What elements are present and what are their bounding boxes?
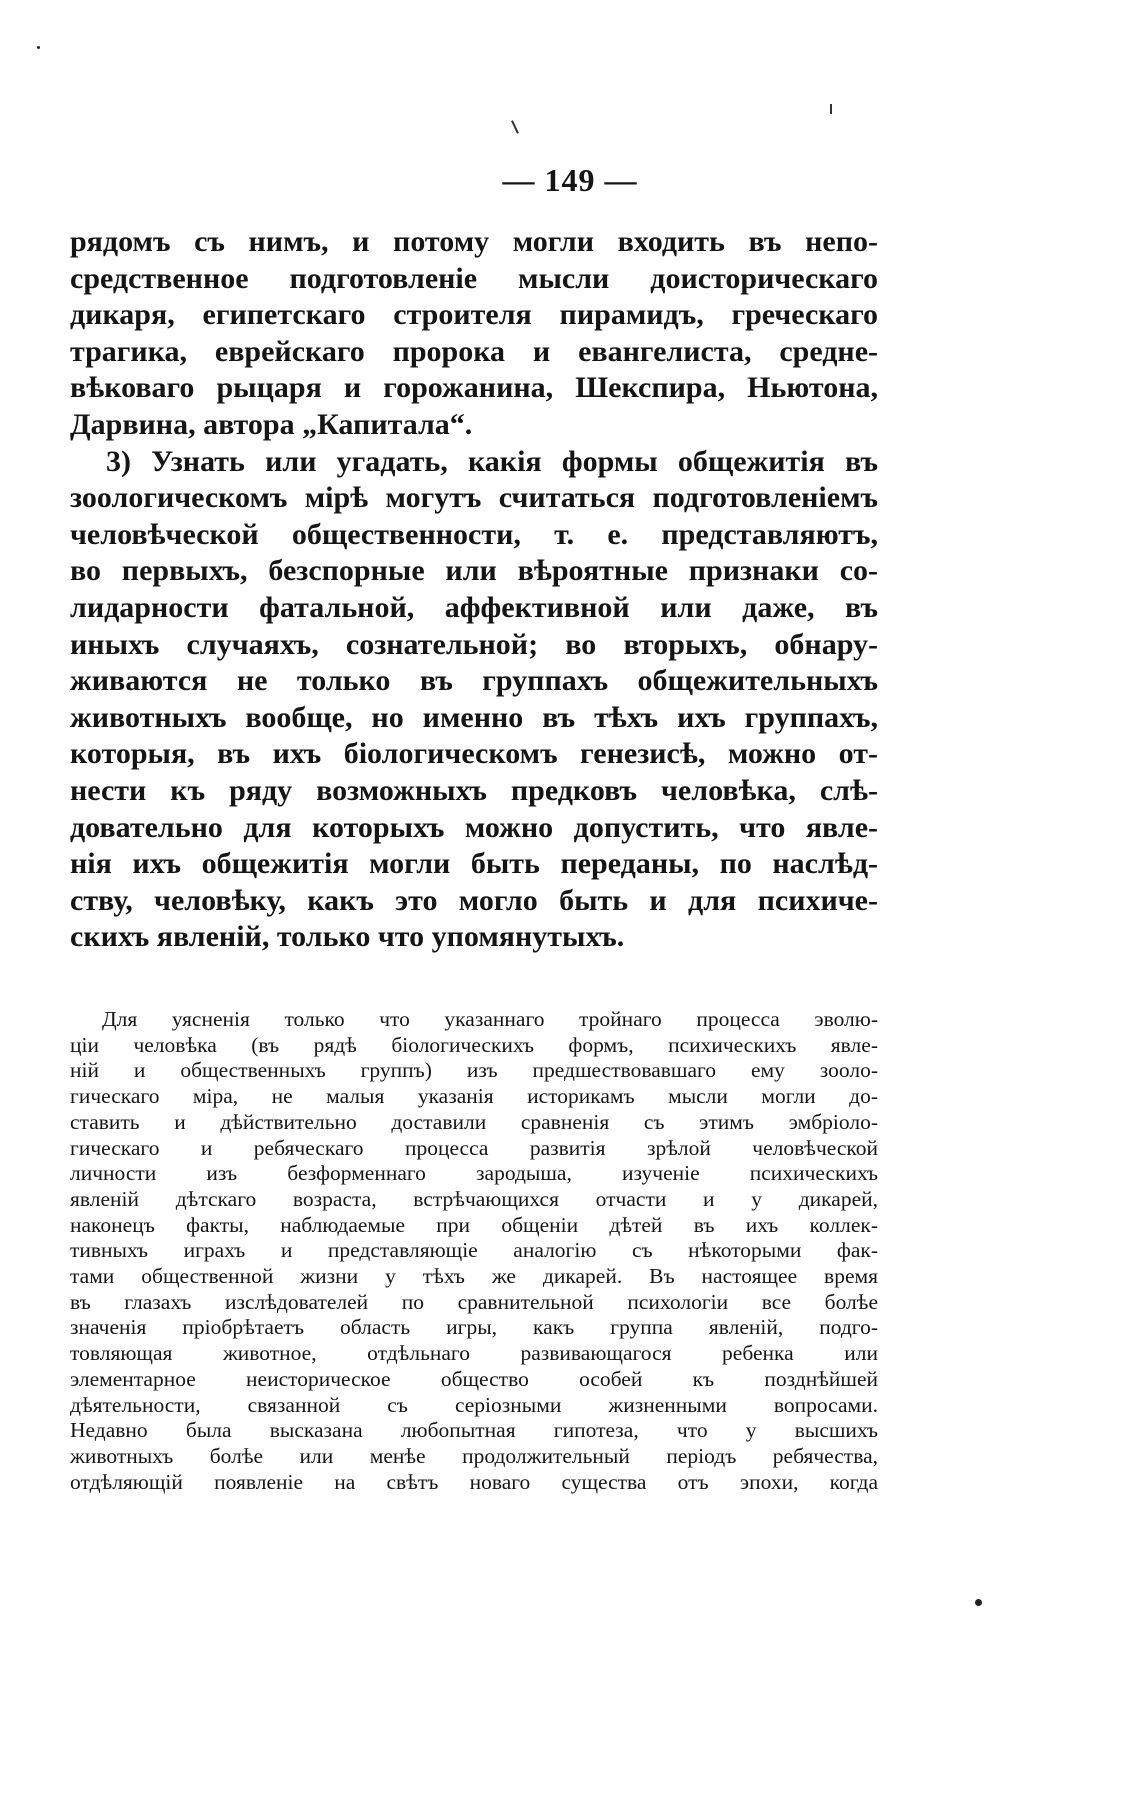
footnote-line: гическаго и ребяческаго процесса развитія зрѣлой человѣческой	[70, 1135, 878, 1160]
main-text-line: вѣковаго рыцаря и горожанина, Шекспира, Ньютона,	[70, 371, 878, 405]
footnote-line: дѣятельности, связанной съ серіозными жизненными вопросами.	[70, 1392, 878, 1417]
footnote-line: гическаго міра, не малыя указанія историкамъ мысли могли до-	[70, 1084, 878, 1109]
main-text-line: трагика, еврейскаго пророка и евангелиста, средне-	[70, 334, 878, 368]
main-text-line: нести къ ряду возможныхъ предковъ человѣка, слѣ-	[70, 773, 878, 807]
main-text-line: лидарности фатальной, аффективной или даже, въ	[70, 590, 878, 624]
main-text	[70, 224, 878, 956]
footnote-line: тивныхъ играхъ и представляющіе аналогію съ нѣкоторыми фак-	[70, 1238, 878, 1263]
ink-speck	[830, 104, 832, 114]
footnote-line: Для уясненія только что указаннаго тройнаго процесса эволю-	[102, 1007, 878, 1031]
footnote-line: ставить и дѣйствительно доставили сравненія съ этимъ эмбріоло-	[70, 1109, 878, 1134]
main-text-line: дикаря, египетскаго строителя пирамидъ, греческаго	[70, 298, 878, 332]
footnote-line: ній и общественныхъ группъ) изъ предшествовавшаго ему зооло-	[70, 1058, 878, 1083]
main-text-line: живаются не только въ группахъ общежительныхъ	[70, 664, 878, 698]
ink-speck	[37, 46, 40, 49]
footnote-line: личности изъ безформеннаго зародыша, изученіе психическихъ	[70, 1161, 878, 1186]
main-text-line: 3) Узнать или угадать, какія формы общежитія въ	[106, 444, 878, 478]
main-text-line: зоологическомъ мірѣ могутъ считаться подготовленіемъ	[70, 481, 878, 515]
main-text-line: Дарвина, автора „Капитала“.	[70, 407, 473, 441]
footnote-line: явленій дѣтскаго возраста, встрѣчающихся отчасти и у дикарей,	[70, 1186, 878, 1211]
footnote-line: наконецъ факты, наблюдаемые при общеніи дѣтей въ ихъ коллек-	[70, 1212, 878, 1237]
main-text-line: иныхъ случаяхъ, сознательной; во вторыхъ, обнару-	[70, 627, 878, 661]
footnote-line: животныхъ болѣе или менѣе продолжительный періодъ ребячества,	[70, 1443, 878, 1468]
footnote-line: тами общественной жизни у тѣхъ же дикарей. Въ настоящее время	[70, 1264, 878, 1289]
main-text-line: которыя, въ ихъ біологическомъ генезисѣ, можно от-	[70, 737, 878, 771]
footnote-line: значенія пріобрѣтаетъ область игры, какъ группа явленій, подго-	[70, 1315, 878, 1340]
footnote-line: въ глазахъ изслѣдователей по сравнительной психологіи все болѣе	[70, 1289, 878, 1314]
footnote-line: элементарное неисторическое общество особей къ позднѣйшей	[70, 1366, 878, 1391]
footnote-line: ціи человѣка (въ рядѣ біологическихъ формъ, психическихъ явле-	[70, 1032, 878, 1057]
main-text-line: ству, человѣку, какъ это могло быть и для психиче-	[70, 883, 878, 917]
footnote-line: товляющая животное, отдѣльнаго развивающагося ребенка или	[70, 1341, 878, 1366]
page-number: — 149 —	[502, 162, 638, 198]
main-text-line: животныхъ вообще, но именно въ тѣхъ ихъ группахъ,	[70, 700, 878, 734]
main-text-line: во первыхъ, безспорные или вѣроятные признаки со-	[70, 554, 878, 588]
main-text-line: человѣческой общественности, т. е. представляютъ,	[70, 517, 878, 551]
ink-speck	[975, 1599, 982, 1606]
main-text-line: нія ихъ общежитія могли быть переданы, по наслѣд-	[70, 847, 878, 881]
ink-speck	[511, 120, 519, 134]
footnote-line: Недавно была высказана любопытная гипотеза, что у высшихъ	[70, 1418, 878, 1443]
main-text-line: рядомъ съ нимъ, и потому могли входить въ непо-	[70, 225, 878, 258]
footnote	[70, 1007, 878, 1495]
main-text-line: скихъ явленій, только что упомянутыхъ.	[70, 920, 625, 954]
main-text-line: средственное подготовленіе мысли доисторическаго	[70, 261, 878, 295]
footnote-line: отдѣляющій появленіе на свѣтъ новаго существа отъ эпохи, когда	[70, 1469, 878, 1494]
main-text-line: довательно для которыхъ можно допустить, что явле-	[70, 810, 878, 844]
